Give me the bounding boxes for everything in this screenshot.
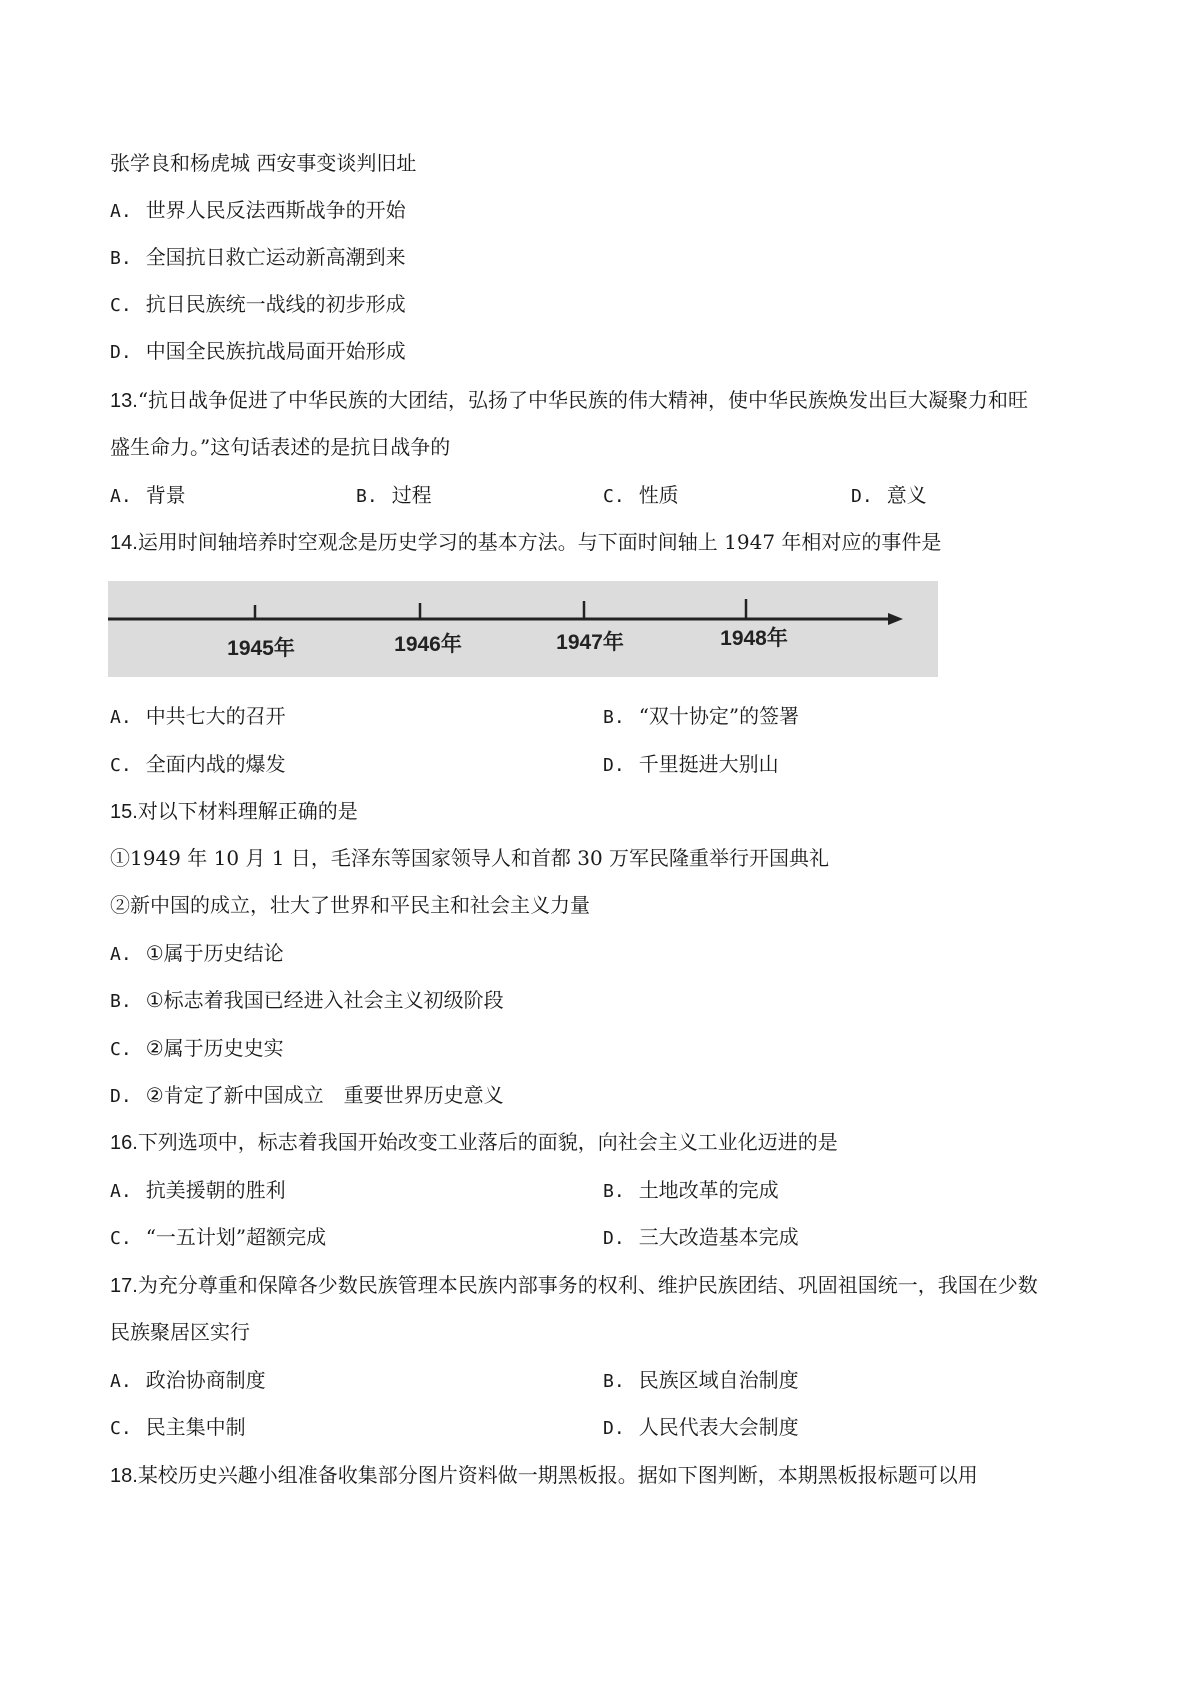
- q14-option-c: C. 全面内战的爆发: [110, 752, 286, 776]
- intro-caption: 张学良和杨虎城 西安事变谈判旧址: [110, 151, 417, 175]
- timeline-arrow-icon: [888, 613, 903, 625]
- q15-option-b: B. ①标志着我国已经进入社会主义初级阶段: [110, 988, 504, 1012]
- q17-option-b: B. 民族区域自治制度: [603, 1368, 799, 1392]
- q17-option-c: C. 民主集中制: [110, 1415, 246, 1439]
- q16-stem: 16.下列选项中，标志着我国开始改变工业落后的面貌，向社会主义工业化迈进的是: [110, 1130, 838, 1154]
- q12-option-a: A. 世界人民反法西斯战争的开始: [110, 198, 406, 222]
- q16-option-c: C. “一五计划”超额完成: [110, 1225, 327, 1249]
- timeline-image: [108, 581, 938, 677]
- q15-option-d: D. ②肯定了新中国成立 重要世界历史意义: [110, 1083, 504, 1107]
- q14-option-d: D. 千里挺进大别山: [603, 752, 779, 776]
- q15-material-1: ①1949 年 10 月 1 日，毛泽东等国家领导人和首都 30 万军民隆重举行开国典礼: [110, 846, 830, 870]
- q18-stem: 18.某校历史兴趣小组准备收集部分图片资料做一期黑板报。据如下图判断，本期黑板报标题可以用: [110, 1463, 978, 1487]
- q15-option-c: C. ②属于历史史实: [110, 1036, 284, 1060]
- q15-option-a: A. ①属于历史结论: [110, 941, 284, 965]
- q17-stem-line2: 民族聚居区实行: [110, 1320, 250, 1344]
- timeline-label-1947: 1947年: [556, 631, 624, 654]
- q13-stem-line1: 13.“抗日战争促进了中华民族的大团结，弘扬了中华民族的伟大精神，使中华民族焕发出巨大凝聚力和旺: [110, 388, 1029, 412]
- q14-option-b: B. “双十协定”的签署: [603, 704, 800, 728]
- q13-option-c: C. 性质: [603, 483, 679, 507]
- q17-option-d: D. 人民代表大会制度: [603, 1415, 799, 1439]
- q17-option-a: A. 政治协商制度: [110, 1368, 266, 1392]
- q12-option-b: B. 全国抗日救亡运动新高潮到来: [110, 245, 406, 269]
- q13-stem-line2: 盛生命力。”这句话表述的是抗日战争的: [110, 435, 451, 459]
- q14-option-a: A. 中共七大的召开: [110, 704, 286, 728]
- q13-option-b: B. 过程: [356, 483, 432, 507]
- q16-option-b: B. 土地改革的完成: [603, 1178, 779, 1202]
- q16-option-d: D. 三大改造基本完成: [603, 1225, 799, 1249]
- q16-option-a: A. 抗美援朝的胜利: [110, 1178, 286, 1202]
- timeline-label-1945: 1945年: [227, 637, 295, 660]
- timeline-label-1948: 1948年: [720, 627, 788, 650]
- q13-option-a: A. 背景: [110, 483, 186, 507]
- q15-stem: 15.对以下材料理解正确的是: [110, 799, 358, 823]
- q17-stem-line1: 17.为充分尊重和保障各少数民族管理本民族内部事务的权利、维护民族团结、巩固祖国统一，我国在少数: [110, 1273, 1038, 1297]
- q14-stem: 14.运用时间轴培养时空观念是历史学习的基本方法。与下面时间轴上 1947 年相对应的事件是: [110, 530, 942, 554]
- q13-option-d: D. 意义: [851, 483, 927, 507]
- q12-option-c: C. 抗日民族统一战线的初步形成: [110, 292, 406, 316]
- q12-option-d: D. 中国全民族抗战局面开始形成: [110, 339, 406, 363]
- q15-material-2: ②新中国的成立，壮大了世界和平民主和社会主义力量: [110, 893, 590, 917]
- timeline-label-1946: 1946年: [394, 633, 462, 656]
